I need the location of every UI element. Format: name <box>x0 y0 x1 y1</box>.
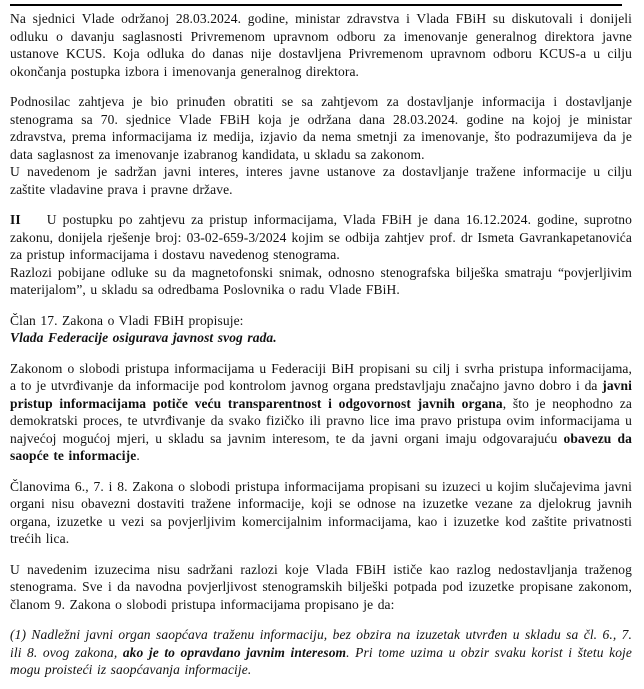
text-run: Članovima 6., 7. i 8. Zakona o slobodi pristupa informacijama propisani su izuzeci u kojim slučajevima javni organi nisu obavezni dostaviti tražene informacije, koji se odnose na izuzetke vezane za djelokrug javnih organa, izuzetke u vezi sa povjerljivim komercijalnim informacijama, kao i izuzetke kod zaštite privatnosti trećih lica. <box>10 478 632 546</box>
text-run: Zakonom o slobodi pristupa informacijama u Federaciji BiH propisani su cilj i svrha pristupa informacijama, a to je utvrđivanje da informacije pod kontrolom javnog organa predstavljaju značajno javno dobro i da <box>10 360 632 393</box>
quote-run: Vlada Federacije osigurava javnost svog rada. <box>10 330 277 345</box>
text-run: U navedenim izuzecima nisu sadržani razlozi koje Vlada FBiH ističe kao razlog nedostavljanja traženog stenograma. Sve i da navodna povjerljivost stenogramskih bilješki potpada pod izuzetke propisane zakonom, članom 9. Zakona o slobodi pristupa informacijama propisano je da: <box>10 561 632 612</box>
bold-phrase-transparency: javni pristup informacijama potiče veću transparentnost i odgovornost javnih organa <box>10 378 632 411</box>
paragraph-clan-17-intro <box>10 312 632 330</box>
text-run: U postupku po zahtjevu za pristup informacijama, Vlada FBiH je dana 16.12.2024. godine, suprotno zakonu, donijela rješenje broj: 03-02-659-3/2024 kojim se odbija zahtjev prof. dr Ismeta Gavrankapetanovića za pristup informacijama i dostavu navedenog stenograma. <box>10 212 632 262</box>
text-run: Član 17. Zakona o Vladi FBiH propisuje: <box>10 312 244 328</box>
paragraph-clanovi-6-7-8-exceptions <box>10 478 632 548</box>
paragraph-session-decision <box>10 10 632 80</box>
quote-run: (1) Nadležni javni organ saopćava traženu informaciju, bez obzira na izuzetak utvrđen u skladu sa čl. 6., 7. ili 8. ovog zakona, <box>10 627 632 660</box>
bold-phrase-public-interest: ako je to opravdano javnim interesom <box>122 644 347 660</box>
paragraph-clan-17-quote <box>10 329 632 347</box>
text-run: Razlozi pobijane odluke su da magnetofonski snimak, odnosno stenografska bilješka smatraju “povjerljivim materijalom”, u skladu sa odredbama Poslovnika o radu Vlade FBiH. <box>10 264 632 297</box>
text-run: , što je neophodno za demokratski proces, te utvrđivanje da svako fizičko ili pravno lice ima pravo pristupa ovim informacijama u najvećoj mogućoj mjeri, u skladu sa javnim interesom, te da javni organi imaju odgovarajuću <box>10 395 632 446</box>
paragraph-section-ii-decision <box>10 211 632 264</box>
bold-phrase-obligation: obavezu da saopće te informacije <box>10 430 632 463</box>
quote-run: . Pri tome uzima u obzir svaku korist i štetu koje mogu proisteći iz saopćavanja informacije. <box>10 644 632 677</box>
text-run: U navedenom je sadržan javni interes, interes javne ustanove za dostavljanje tražene informacije u cilju zaštite vladavine prava i pravne države. <box>10 164 632 197</box>
paragraph-exceptions-not-applicable <box>10 561 632 614</box>
text-run: Podnosilac zahtjeva je bio prinuđen obratiti se sa zahtjevom za dostavljanje informacija i dostavljanje stenograma sa 70. sjednice Vlade FBiH koja je održana dana 28.03.2024. godine na kojoj je ministar zdravstva, prema informacijama iz medija, izjavio da nema smetnji za imenovanje, što podrazumijeva da je data saglasnost za imenovanje izabranog kandidata, u skladu sa zakonom. <box>10 94 632 162</box>
text-run: Na sjednici Vlade održanoj 28.03.2024. godine, ministar zdravstva i Vlada FBiH su diskutovali i donijeli odluku o davanju saglasnosti Privremenom upravnom odboru za imenovanje generalnog direktora javne ustanove KCUS. Koja odluka do danas nije dostavljena Privremenom upravnom odboru KCUS-a u cilju okončanja postupka izbora i imenovanja generalnog direktora. <box>10 11 632 79</box>
section-ii-label: II <box>10 212 21 227</box>
paragraph-refusal-reasons <box>10 264 632 299</box>
paragraph-freedom-of-information-law <box>10 360 632 465</box>
paragraph-clan-9-quote <box>10 626 632 679</box>
text-run: . <box>136 448 140 463</box>
paragraph-request-for-stenogram <box>10 93 632 163</box>
paragraph-public-interest <box>10 163 632 198</box>
top-divider <box>10 4 622 6</box>
